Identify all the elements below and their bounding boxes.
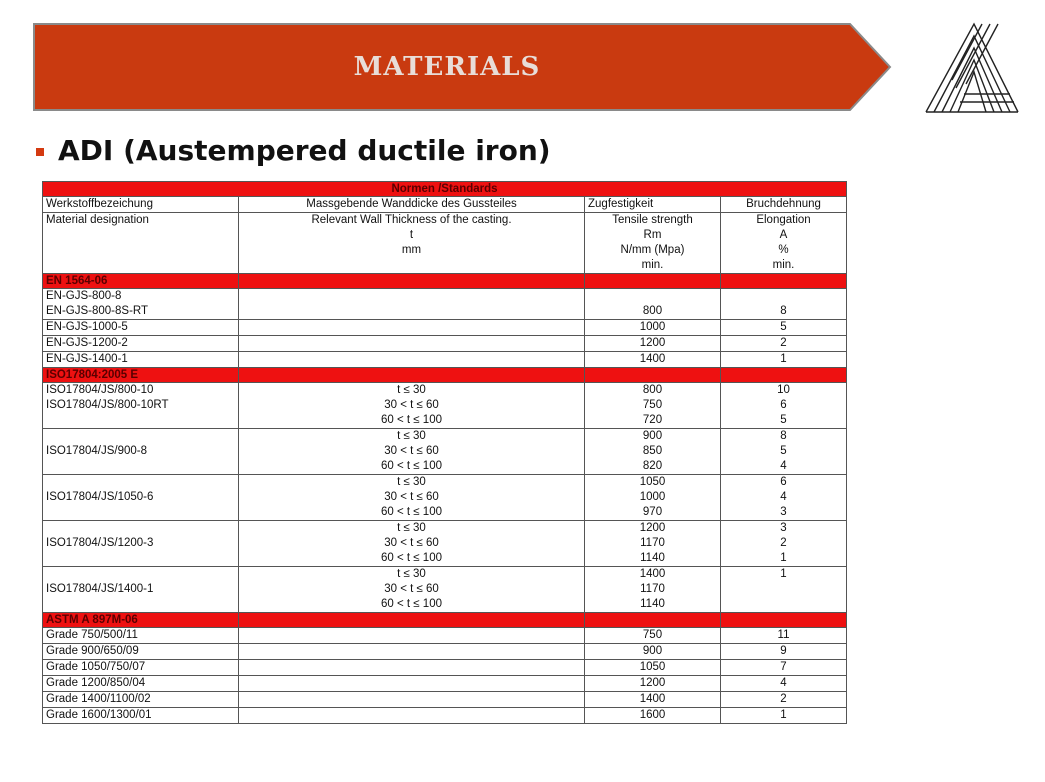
designation-cell: ISO17804/JS/800-10RT [43, 398, 239, 413]
designation-cell [43, 567, 239, 583]
thickness-cell: 60 < t ≤ 100 [239, 551, 585, 567]
elongation-cell: 6 [721, 398, 847, 413]
elongation-cell: 1 [721, 567, 847, 583]
table-row [43, 536, 847, 551]
tensile-cell: 1200 [585, 336, 721, 352]
thickness-cell [239, 692, 585, 708]
thickness-cell [239, 336, 585, 352]
designation-cell: Grade 1400/1100/02 [43, 692, 239, 708]
tensile-cell: 1400 [585, 692, 721, 708]
header-cell: t [239, 228, 585, 243]
thickness-cell [239, 320, 585, 336]
elongation-cell [721, 582, 847, 597]
header-cell [43, 228, 239, 243]
section-name: ASTM A 897M-06 [43, 613, 239, 628]
thickness-cell [239, 352, 585, 368]
tensile-cell: 1140 [585, 551, 721, 567]
section-filler [239, 274, 585, 289]
tensile-cell: 1400 [585, 567, 721, 583]
elongation-cell: 3 [721, 521, 847, 537]
thickness-cell [239, 628, 585, 644]
table-row [43, 383, 847, 399]
tensile-cell: 1000 [585, 320, 721, 336]
table-row [43, 459, 847, 475]
thickness-cell [239, 644, 585, 660]
section-header-row [43, 368, 847, 383]
thickness-cell [239, 660, 585, 676]
tensile-cell: 1050 [585, 475, 721, 491]
tensile-cell: 750 [585, 398, 721, 413]
designation-cell [43, 413, 239, 429]
table-row [43, 352, 847, 368]
designation-cell [43, 475, 239, 491]
header-cell [43, 258, 239, 274]
elongation-cell: 1 [721, 352, 847, 368]
table-row [43, 644, 847, 660]
designation-cell: EN-GJS-800-8 [43, 289, 239, 305]
header-cell: Massgebende Wanddicke des Gussteiles [239, 197, 585, 213]
header-cell [43, 243, 239, 258]
header-cell: min. [721, 258, 847, 274]
banner-title: MATERIALS [353, 52, 541, 82]
designation-cell: Grade 900/650/09 [43, 644, 239, 660]
designation-cell: Grade 1050/750/07 [43, 660, 239, 676]
header-row-en [43, 243, 847, 258]
designation-cell [43, 429, 239, 445]
header-cell [239, 258, 585, 274]
tensile-cell: 1600 [585, 708, 721, 724]
table-row [43, 336, 847, 352]
elongation-cell: 5 [721, 413, 847, 429]
header-cell: Werkstoffbezeichung [43, 197, 239, 213]
table-row [43, 505, 847, 521]
thickness-cell: 60 < t ≤ 100 [239, 505, 585, 521]
thickness-cell: t ≤ 30 [239, 567, 585, 583]
table-row [43, 413, 847, 429]
table-row [43, 320, 847, 336]
header-row-en [43, 228, 847, 243]
elongation-cell: 6 [721, 475, 847, 491]
elongation-cell: 4 [721, 676, 847, 692]
thickness-cell: t ≤ 30 [239, 429, 585, 445]
standards-table [42, 181, 847, 724]
designation-cell: EN-GJS-1200-2 [43, 336, 239, 352]
designation-cell [43, 551, 239, 567]
designation-cell [43, 597, 239, 613]
header-cell: Bruchdehnung [721, 197, 847, 213]
tensile-cell: 1400 [585, 352, 721, 368]
elongation-cell: 4 [721, 490, 847, 505]
table-row [43, 708, 847, 724]
elongation-cell [721, 289, 847, 305]
elongation-cell: 8 [721, 429, 847, 445]
designation-cell: ISO17804/JS/800-10 [43, 383, 239, 399]
table-row [43, 475, 847, 491]
table-row [43, 551, 847, 567]
tensile-cell [585, 289, 721, 305]
designation-cell [43, 521, 239, 537]
elongation-cell: 2 [721, 336, 847, 352]
header-row-en [43, 258, 847, 274]
elongation-cell: 10 [721, 383, 847, 399]
section-name: EN 1564-06 [43, 274, 239, 289]
elongation-cell: 1 [721, 551, 847, 567]
heading-text: ADI (Austempered ductile iron) [58, 134, 551, 167]
table-row [43, 304, 847, 320]
elongation-cell: 8 [721, 304, 847, 320]
table-row [43, 289, 847, 305]
header-cell: min. [585, 258, 721, 274]
elongation-cell: 7 [721, 660, 847, 676]
tensile-cell: 1000 [585, 490, 721, 505]
tensile-cell: 1170 [585, 582, 721, 597]
tensile-cell: 800 [585, 383, 721, 399]
header-row-de [43, 197, 847, 213]
thickness-cell [239, 289, 585, 305]
table-row [43, 444, 847, 459]
header-cell: Zugfestigkeit [585, 197, 721, 213]
section-filler [721, 274, 847, 289]
section-heading [36, 134, 551, 167]
thickness-cell: 30 < t ≤ 60 [239, 444, 585, 459]
thickness-cell: 60 < t ≤ 100 [239, 413, 585, 429]
thickness-cell: t ≤ 30 [239, 475, 585, 491]
table-row [43, 692, 847, 708]
elongation-cell: 3 [721, 505, 847, 521]
thickness-cell [239, 304, 585, 320]
thickness-cell: t ≤ 30 [239, 383, 585, 399]
tensile-cell: 750 [585, 628, 721, 644]
section-filler [239, 613, 585, 628]
section-filler [239, 368, 585, 383]
table-row [43, 597, 847, 613]
designation-cell: EN-GJS-800-8S-RT [43, 304, 239, 320]
bullet-icon [36, 148, 44, 156]
title-banner [32, 22, 894, 112]
header-cell: N/mm (Mpa) [585, 243, 721, 258]
elongation-cell: 2 [721, 536, 847, 551]
designation-cell: EN-GJS-1000-5 [43, 320, 239, 336]
tensile-cell: 1050 [585, 660, 721, 676]
elongation-cell: 5 [721, 444, 847, 459]
elongation-cell: 1 [721, 708, 847, 724]
table-title: Normen /Standards [43, 182, 847, 197]
elongation-cell [721, 597, 847, 613]
tensile-cell: 1200 [585, 676, 721, 692]
thickness-cell: 60 < t ≤ 100 [239, 459, 585, 475]
header-row-en [43, 213, 847, 229]
thickness-cell [239, 676, 585, 692]
header-cell: Elongation [721, 213, 847, 229]
designation-cell: ISO17804/JS/1200-3 [43, 536, 239, 551]
table-row [43, 429, 847, 445]
designation-cell: ISO17804/JS/1050-6 [43, 490, 239, 505]
thickness-cell [239, 708, 585, 724]
header-cell: Rm [585, 228, 721, 243]
section-name: ISO17804:2005 E [43, 368, 239, 383]
designation-cell [43, 459, 239, 475]
tensile-cell: 900 [585, 429, 721, 445]
section-header-row [43, 613, 847, 628]
section-filler [585, 368, 721, 383]
designation-cell: Grade 1200/850/04 [43, 676, 239, 692]
header-cell: A [721, 228, 847, 243]
tensile-cell: 1140 [585, 597, 721, 613]
thickness-cell: 30 < t ≤ 60 [239, 490, 585, 505]
tensile-cell: 720 [585, 413, 721, 429]
tensile-cell: 800 [585, 304, 721, 320]
elongation-cell: 4 [721, 459, 847, 475]
thickness-cell: 30 < t ≤ 60 [239, 536, 585, 551]
header-cell: Material designation [43, 213, 239, 229]
elongation-cell: 9 [721, 644, 847, 660]
thickness-cell: t ≤ 30 [239, 521, 585, 537]
designation-cell [43, 505, 239, 521]
tensile-cell: 820 [585, 459, 721, 475]
tensile-cell: 850 [585, 444, 721, 459]
thickness-cell: 30 < t ≤ 60 [239, 398, 585, 413]
header-cell: Relevant Wall Thickness of the casting. [239, 213, 585, 229]
tensile-cell: 1200 [585, 521, 721, 537]
tensile-cell: 1170 [585, 536, 721, 551]
table-row [43, 567, 847, 583]
thickness-cell: 60 < t ≤ 100 [239, 597, 585, 613]
designation-cell: ISO17804/JS/900-8 [43, 444, 239, 459]
table-row [43, 398, 847, 413]
designation-cell: ISO17804/JS/1400-1 [43, 582, 239, 597]
table-row [43, 628, 847, 644]
designation-cell: EN-GJS-1400-1 [43, 352, 239, 368]
elongation-cell: 5 [721, 320, 847, 336]
thickness-cell: 30 < t ≤ 60 [239, 582, 585, 597]
header-cell: mm [239, 243, 585, 258]
company-logo-icon [922, 20, 1022, 116]
section-filler [585, 613, 721, 628]
designation-cell: Grade 1600/1300/01 [43, 708, 239, 724]
section-filler [721, 368, 847, 383]
table-row [43, 521, 847, 537]
table-row [43, 660, 847, 676]
section-filler [585, 274, 721, 289]
table-row [43, 676, 847, 692]
elongation-cell: 2 [721, 692, 847, 708]
elongation-cell: 11 [721, 628, 847, 644]
header-cell: Tensile strength [585, 213, 721, 229]
section-header-row [43, 274, 847, 289]
table-title-row [43, 182, 847, 197]
table-row [43, 490, 847, 505]
header-cell: % [721, 243, 847, 258]
tensile-cell: 900 [585, 644, 721, 660]
section-filler [721, 613, 847, 628]
table-row [43, 582, 847, 597]
tensile-cell: 970 [585, 505, 721, 521]
designation-cell: Grade 750/500/11 [43, 628, 239, 644]
